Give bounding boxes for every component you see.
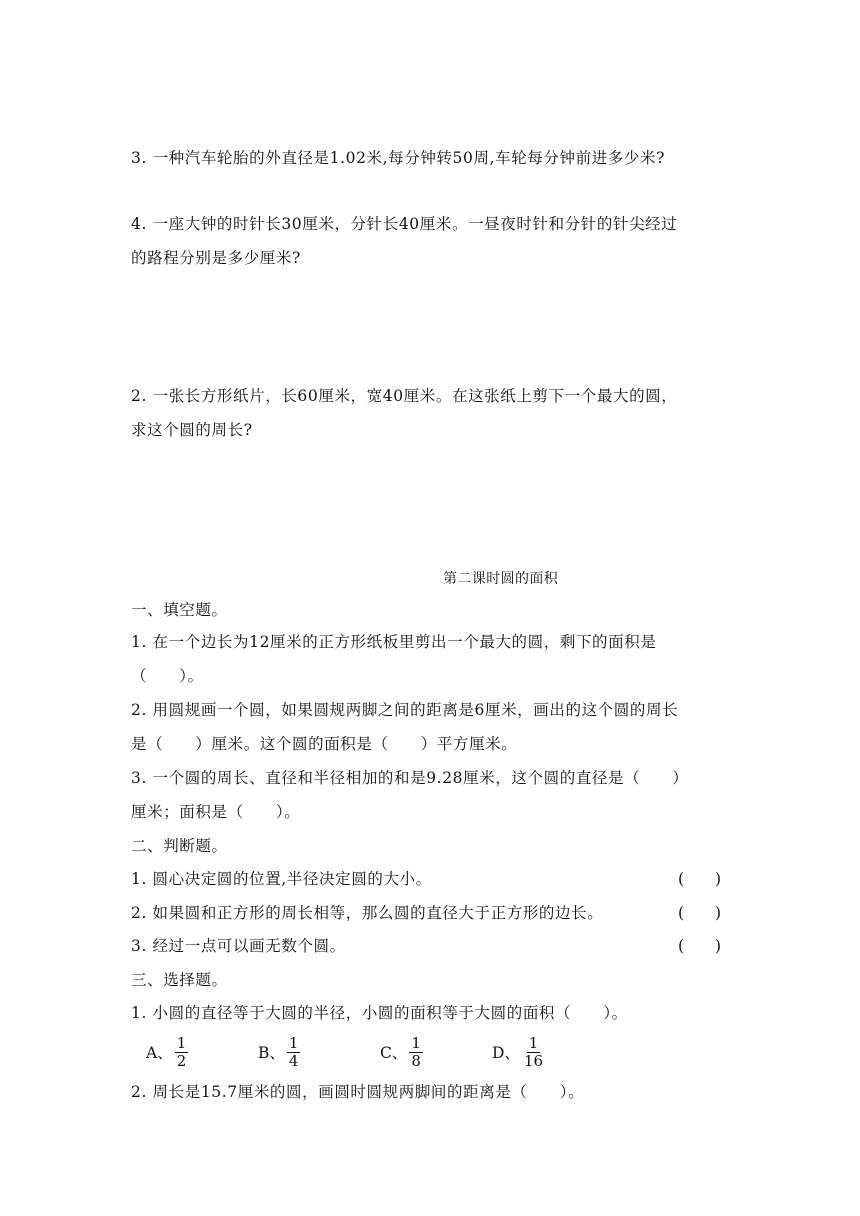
option-b-denominator: 4 — [288, 1051, 299, 1070]
choice-q1: 1. 小圆的直径等于大圆的半径，小圆的面积等于大圆的面积（ ）。 — [131, 1004, 628, 1022]
option-d-numerator: 1 — [528, 1033, 539, 1052]
q3-tire: 3. 一种汽车轮胎的外直径是1.02米,每分钟转50周,车轮每分钟前进多少米? — [131, 149, 666, 167]
tf-item-1: 1. 圆心决定圆的位置,半径决定圆的大小。 — [131, 870, 432, 888]
lesson-title: 第二课时圆的面积 — [443, 571, 559, 587]
fill-q1-line1: 1. 在一个边长为12厘米的正方形纸板里剪出一个最大的圆，剩下的面积是 — [131, 633, 657, 651]
fill-blank-heading: 一、填空题。 — [131, 601, 228, 619]
fill-q1-line2: （ ）。 — [131, 667, 204, 685]
option-a-fraction — [175, 1035, 189, 1070]
tf-item-3: 3. 经过一点可以画无数个圆。 — [131, 937, 346, 955]
fill-q3-line1: 3. 一个圆的周长、直径和半径相加的和是9.28厘米，这个圆的直径是（ ） — [131, 769, 689, 787]
tf-item-2: 2. 如果圆和正方形的周长相等，那么圆的直径大于正方形的边长。 — [131, 904, 604, 922]
option-c-fraction — [409, 1035, 423, 1070]
option-c-denominator: 8 — [411, 1051, 421, 1070]
option-d-letter: D、 — [492, 1044, 520, 1062]
q2-paper-line2: 求这个圆的周长? — [131, 421, 253, 439]
q4-clock-line1: 4. 一座大钟的时针长30厘米，分针长40厘米。一昼夜时针和分针的针尖经过 — [131, 215, 678, 233]
option-a-numerator: 1 — [176, 1033, 187, 1052]
option-b-numerator: 1 — [288, 1033, 299, 1052]
true-false-heading: 二、判断题。 — [131, 837, 228, 855]
choice-q2: 2. 周长是15.7厘米的圆，画圆时圆规两脚间的距离是（ ）。 — [131, 1083, 585, 1101]
q2-paper-line1: 2. 一张长方形纸片，长60厘米，宽40厘米。在这张纸上剪下一个最大的圆， — [131, 387, 678, 405]
option-c — [380, 1030, 423, 1074]
option-a-letter: A、 — [146, 1044, 173, 1062]
option-a-denominator: 2 — [176, 1051, 187, 1070]
q4-clock-line2: 的路程分别是多少厘米? — [131, 249, 301, 267]
option-b-letter: B、 — [258, 1044, 285, 1062]
option-d-denominator: 16 — [523, 1051, 544, 1070]
option-c-letter: C、 — [380, 1044, 408, 1062]
option-d-fraction — [522, 1035, 545, 1070]
fill-q3-line2: 厘米；面积是（ ）。 — [131, 803, 301, 821]
option-b — [258, 1030, 300, 1074]
tf-mark-3: ( ) — [678, 937, 722, 955]
option-d — [492, 1030, 545, 1074]
option-a — [146, 1030, 188, 1074]
option-b-fraction — [287, 1035, 301, 1070]
option-c-numerator: 1 — [411, 1033, 421, 1052]
tf-mark-2: ( ) — [678, 904, 722, 922]
fill-q2-line2: 是（ ）厘米。这个圆的面积是（ ）平方厘米。 — [131, 735, 518, 753]
choice-heading: 三、选择题。 — [131, 971, 228, 989]
tf-mark-1: ( ) — [678, 870, 722, 888]
fill-q2-line1: 2. 用圆规画一个圆，如果圆规两脚之间的距离是6厘米，画出的这个圆的周长 — [131, 701, 679, 719]
